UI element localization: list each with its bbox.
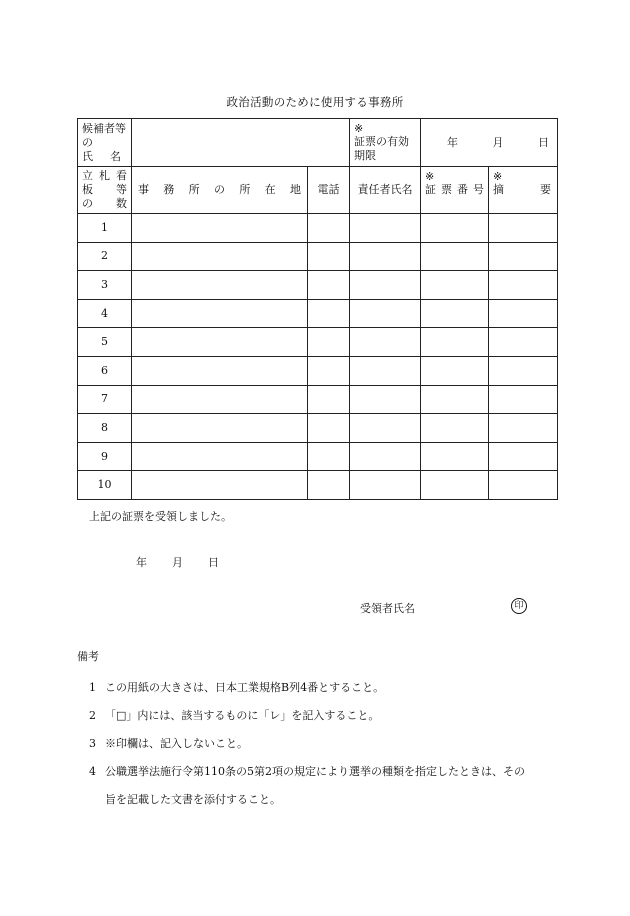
column-header-row xyxy=(78,167,558,214)
table-row xyxy=(78,471,558,500)
phone-cell[interactable] xyxy=(308,385,350,414)
cert-cell[interactable] xyxy=(421,328,489,357)
recipient-label: 受領者氏名 xyxy=(360,602,415,615)
remark-text: この用紙の大きさは、日本工業規格B列4番とすること。 xyxy=(105,681,385,694)
address-cell[interactable] xyxy=(132,356,308,385)
remark-number: 2 xyxy=(89,709,96,722)
validity-label-line2: 期限 xyxy=(354,148,376,162)
row-number: 10 xyxy=(78,471,132,500)
remarks-heading: 備考 xyxy=(77,650,99,663)
phone-header: 電話 xyxy=(308,167,350,214)
address-char: 所 xyxy=(239,183,251,196)
receipt-month-label: 月 xyxy=(172,556,183,569)
remark-number: 4 xyxy=(89,765,96,778)
seal-mark: 印 xyxy=(511,598,527,614)
cert-cell[interactable] xyxy=(421,271,489,300)
phone-cell[interactable] xyxy=(308,356,350,385)
address-cell[interactable] xyxy=(132,271,308,300)
address-cell[interactable] xyxy=(132,414,308,443)
person-cell[interactable] xyxy=(350,442,421,471)
table-row xyxy=(78,385,558,414)
remark-item xyxy=(89,791,281,807)
table-row xyxy=(78,242,558,271)
signs-char: 板 xyxy=(82,183,93,196)
candidate-label-line1: 候補者等の xyxy=(82,121,126,149)
person-cell[interactable] xyxy=(350,471,421,500)
address-cell[interactable] xyxy=(132,214,308,243)
address-cell[interactable] xyxy=(132,242,308,271)
phone-cell[interactable] xyxy=(308,299,350,328)
receipt-day-label: 日 xyxy=(208,556,219,569)
address-cell[interactable] xyxy=(132,385,308,414)
remark-text: ※印欄は、記入しないこと。 xyxy=(105,737,248,750)
remark-number: 1 xyxy=(89,681,96,694)
summary-header xyxy=(489,167,558,214)
row-number: 7 xyxy=(78,385,132,414)
cert-char: 票 xyxy=(441,183,452,196)
signs-char: 看 xyxy=(116,169,127,182)
summary-char: 要 xyxy=(540,183,551,196)
address-char: 在 xyxy=(264,183,276,196)
table-row xyxy=(78,214,558,243)
table-row xyxy=(78,414,558,443)
remark-item xyxy=(89,679,384,695)
summary-cell[interactable] xyxy=(489,385,558,414)
validity-mark: ※ xyxy=(354,121,364,135)
signs-char: 数 xyxy=(116,197,127,210)
validity-month-label: 月 xyxy=(492,135,504,149)
office-table xyxy=(77,118,558,500)
signs-char: 立 xyxy=(82,169,93,182)
summary-cell[interactable] xyxy=(489,299,558,328)
receipt-note: 上記の証票を受領しました。 xyxy=(89,510,232,523)
receipt-year-label: 年 xyxy=(136,556,147,569)
signs-char: 札 xyxy=(99,169,110,182)
cert-mark: ※ xyxy=(425,170,435,183)
row-number: 2 xyxy=(78,242,132,271)
summary-cell[interactable] xyxy=(489,471,558,500)
cert-cell[interactable] xyxy=(421,242,489,271)
address-cell[interactable] xyxy=(132,299,308,328)
candidate-label-a: 氏 xyxy=(82,149,93,163)
phone-cell[interactable] xyxy=(308,271,350,300)
table-row xyxy=(78,299,558,328)
candidate-label-cell xyxy=(78,119,132,167)
summary-cell[interactable] xyxy=(489,242,558,271)
address-cell[interactable] xyxy=(132,471,308,500)
receipt-date[interactable] xyxy=(136,554,219,570)
address-char: 事 xyxy=(138,183,149,196)
signs-char: の xyxy=(82,197,93,210)
validity-label-cell xyxy=(350,119,421,167)
row-number: 3 xyxy=(78,271,132,300)
row-number: 1 xyxy=(78,214,132,243)
summary-mark: ※ xyxy=(493,170,503,183)
validity-year-label: 年 xyxy=(447,135,458,149)
phone-cell[interactable] xyxy=(308,414,350,443)
phone-cell[interactable] xyxy=(308,328,350,357)
summary-cell[interactable] xyxy=(489,356,558,385)
validity-day-label: 日 xyxy=(538,135,549,149)
cert-cell[interactable] xyxy=(421,442,489,471)
row-number: 5 xyxy=(78,328,132,357)
table-row xyxy=(78,442,558,471)
remark-item xyxy=(89,707,379,723)
cert-cell[interactable] xyxy=(421,299,489,328)
summary-cell[interactable] xyxy=(489,328,558,357)
person-cell[interactable] xyxy=(350,299,421,328)
person-cell[interactable] xyxy=(350,242,421,271)
table-row xyxy=(78,271,558,300)
cert-char: 番 xyxy=(457,183,468,196)
person-cell[interactable] xyxy=(350,271,421,300)
row-number: 9 xyxy=(78,442,132,471)
row-number: 4 xyxy=(78,299,132,328)
cert-cell[interactable] xyxy=(421,214,489,243)
phone-cell[interactable] xyxy=(308,471,350,500)
row-number: 8 xyxy=(78,414,132,443)
validity-label-line1: 証票の有効 xyxy=(354,134,409,148)
address-char: 務 xyxy=(163,183,175,196)
summary-cell[interactable] xyxy=(489,414,558,443)
remark-item xyxy=(89,763,525,779)
remark-text: 公職選挙法施行令第110条の5第2項の規定により選挙の種類を指定したときは、その xyxy=(105,765,525,778)
signs-count-header xyxy=(78,167,132,214)
person-cell[interactable] xyxy=(350,414,421,443)
summary-cell[interactable] xyxy=(489,214,558,243)
cert-cell[interactable] xyxy=(421,385,489,414)
form-title: 政治活動のために使用する事務所 xyxy=(226,95,404,109)
remark-text: 旨を記載した文書を添付すること。 xyxy=(105,793,281,806)
person-header: 責任者氏名 xyxy=(350,167,421,214)
phone-cell[interactable] xyxy=(308,214,350,243)
table-row xyxy=(78,356,558,385)
person-cell[interactable] xyxy=(350,356,421,385)
address-char: 所 xyxy=(188,183,200,196)
summary-cell[interactable] xyxy=(489,271,558,300)
address-cell[interactable] xyxy=(132,442,308,471)
person-cell[interactable] xyxy=(350,385,421,414)
header-row xyxy=(78,119,558,167)
cert-number-header xyxy=(421,167,489,214)
cert-cell[interactable] xyxy=(421,356,489,385)
address-char: の xyxy=(213,183,225,196)
address-char: 地 xyxy=(289,183,301,196)
cert-char: 証 xyxy=(425,183,436,196)
person-cell[interactable] xyxy=(350,328,421,357)
phone-cell[interactable] xyxy=(308,242,350,271)
candidate-label-b: 名 xyxy=(110,149,121,163)
table-row xyxy=(78,328,558,357)
remark-number: 3 xyxy=(89,737,96,750)
cert-char: 号 xyxy=(473,183,484,196)
validity-date-field[interactable] xyxy=(421,119,558,167)
address-cell[interactable] xyxy=(132,328,308,357)
address-header xyxy=(132,167,308,214)
remark-text: 「□」内には、該当するものに「レ」を記入すること。 xyxy=(105,709,380,722)
summary-char: 摘 xyxy=(493,183,504,196)
signs-char: 等 xyxy=(116,183,127,196)
row-number: 6 xyxy=(78,356,132,385)
person-cell[interactable] xyxy=(350,214,421,243)
phone-cell[interactable] xyxy=(308,442,350,471)
candidate-name-field[interactable] xyxy=(132,119,350,167)
cert-cell[interactable] xyxy=(421,414,489,443)
cert-cell[interactable] xyxy=(421,471,489,500)
remark-item xyxy=(89,735,248,751)
summary-cell[interactable] xyxy=(489,442,558,471)
